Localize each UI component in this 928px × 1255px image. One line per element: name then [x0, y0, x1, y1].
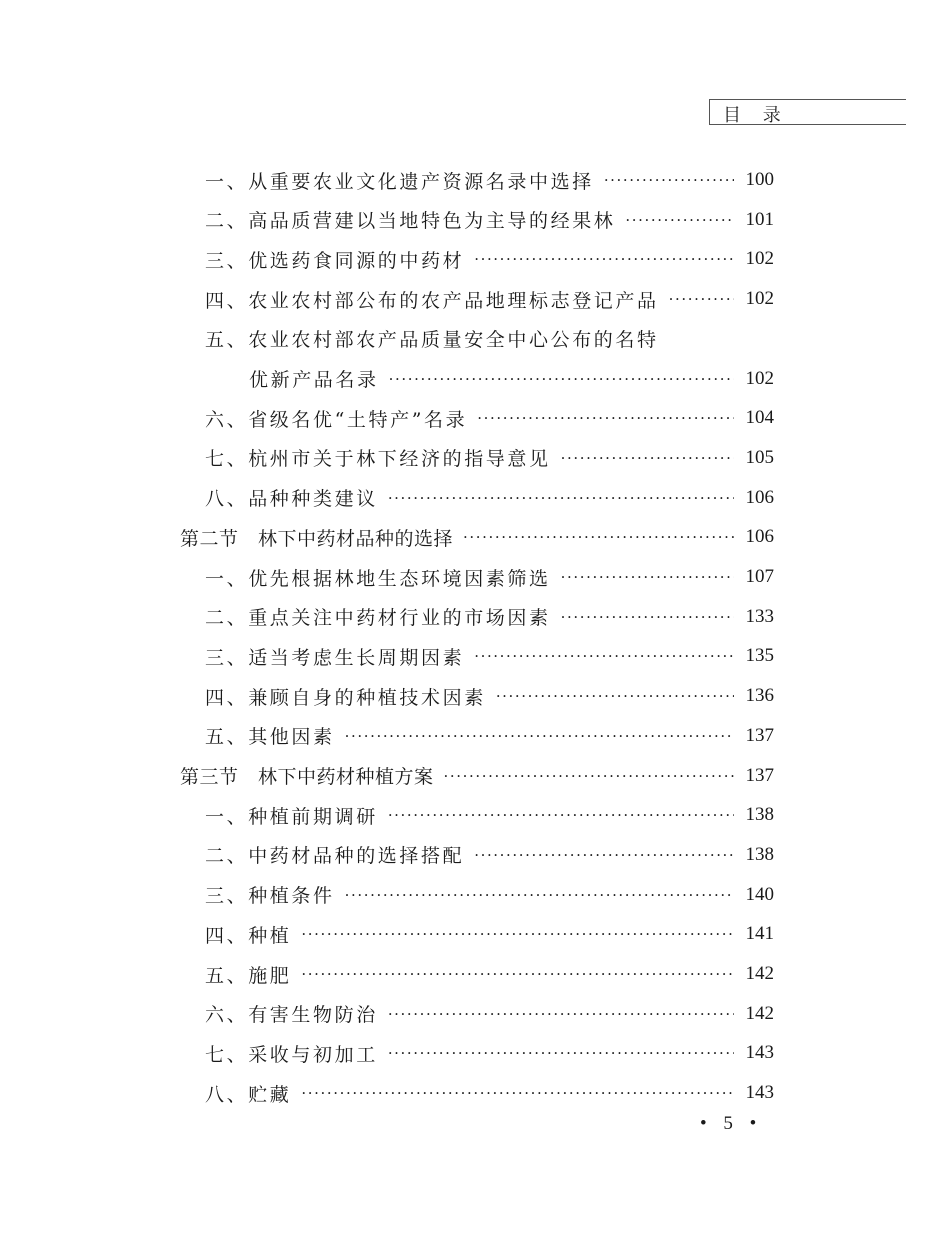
dot-leader	[388, 483, 734, 513]
toc-item-row[interactable]	[205, 244, 774, 274]
toc-entry-title: 一、优先根据林地生态环境因素筛选	[205, 567, 551, 590]
dot-leader	[496, 681, 734, 711]
toc-section-row[interactable]	[180, 761, 774, 791]
toc-item-row[interactable]	[205, 721, 774, 751]
dot-leader	[345, 880, 734, 910]
dot-leader	[388, 1038, 734, 1068]
toc-entry-title: 七、采收与初加工	[205, 1043, 378, 1066]
toc-item-row[interactable]	[205, 443, 774, 473]
toc-entry-page: 101	[745, 208, 774, 230]
dot-leader	[477, 403, 734, 433]
toc-entry-page: 106	[745, 486, 774, 508]
dot-leader	[301, 959, 734, 989]
toc-entry-title: 一、从重要农业文化遗产资源名录中选择	[205, 170, 594, 193]
page-number: • 5 •	[700, 1113, 763, 1134]
toc-item-row[interactable]	[205, 800, 774, 830]
toc-item-row[interactable]	[205, 483, 774, 513]
toc-entry-page: 102	[745, 367, 774, 389]
toc-item-row[interactable]	[205, 999, 774, 1029]
toc-entry-title: 二、重点关注中药材行业的市场因素	[205, 607, 551, 630]
toc-entry-title: 三、优选药食同源的中药材	[205, 249, 465, 272]
toc-entry-page: 142	[745, 1002, 774, 1024]
toc-item-row[interactable]	[205, 562, 774, 592]
dot-leader	[669, 284, 734, 314]
dot-leader	[389, 364, 734, 394]
toc-item-row[interactable]	[205, 324, 659, 354]
dot-leader	[345, 721, 734, 751]
toc-entry-page: 137	[745, 724, 774, 746]
toc-entry-page: 137	[745, 764, 774, 786]
toc-entry-page: 107	[745, 566, 774, 587]
toc-entry-title: 二、高品质营建以当地特色为主导的经果林	[205, 210, 616, 233]
toc-item-row[interactable]	[205, 1078, 774, 1108]
dot-leader	[388, 800, 734, 830]
toc-item-row[interactable]	[205, 165, 774, 195]
toc-entry-page: 140	[745, 883, 774, 905]
dot-leader	[463, 522, 734, 552]
toc-entry-title: 一、种植前期调研	[205, 805, 378, 828]
dot-leader	[561, 443, 734, 473]
toc-entry-page: 138	[745, 843, 774, 865]
toc-item-row[interactable]	[249, 364, 774, 394]
toc-section-row[interactable]	[180, 522, 774, 552]
toc-entry-title: 七、杭州市关于林下经济的指导意见	[205, 448, 551, 471]
toc-item-row[interactable]	[205, 880, 774, 910]
toc-entry-title: 四、农业农村部公布的农产品地理标志登记产品	[205, 289, 659, 312]
dot-leader	[474, 244, 734, 274]
toc-entry-title: 优新产品名录	[249, 369, 379, 391]
toc-entry-page: 100	[745, 169, 774, 190]
toc-entry-title: 二、中药材品种的选择搭配	[205, 845, 465, 868]
dot-leader	[604, 165, 734, 195]
dot-leader	[301, 1078, 734, 1108]
toc-entry-title: 八、品种种类建议	[205, 488, 378, 511]
dot-leader	[474, 840, 734, 870]
dot-leader	[388, 999, 734, 1029]
toc-entry-title: 第二节 林下中药材品种的选择	[180, 527, 454, 550]
toc-entry-page: 104	[745, 407, 774, 429]
toc-entry-title: 五、其他因素	[205, 726, 335, 749]
toc-item-row[interactable]	[205, 959, 774, 989]
dot-leader	[474, 641, 734, 671]
toc-entry-page: 143	[745, 1082, 774, 1104]
toc-entry-title: 六、省级名优“土特产”名录	[205, 408, 468, 431]
toc-entry-title: 四、种植	[205, 924, 292, 947]
toc-entry-page: 102	[745, 248, 774, 270]
toc-entry-title: 三、适当考虑生长周期因素	[205, 646, 465, 669]
toc-item-row[interactable]	[205, 284, 774, 314]
dot-leader	[444, 761, 734, 791]
toc-item-row[interactable]	[205, 403, 774, 433]
dot-leader	[301, 919, 734, 949]
dot-leader	[625, 205, 734, 235]
toc-item-row[interactable]	[205, 681, 774, 711]
toc-entry-title: 三、种植条件	[205, 885, 335, 908]
toc-item-row[interactable]	[205, 602, 774, 632]
toc-entry-title: 六、有害生物防治	[205, 1004, 378, 1027]
toc-entry-page: 138	[745, 804, 774, 826]
toc-entry-page: 143	[745, 1042, 774, 1064]
toc-item-row[interactable]	[205, 840, 774, 870]
toc-entry-page: 105	[745, 446, 774, 468]
toc-entry-title: 五、农业农村部农产品质量安全中心公布的名特	[205, 329, 659, 352]
dot-leader	[561, 562, 734, 592]
toc-entry-title: 第三节 林下中药材种植方案	[180, 766, 434, 788]
dot-leader	[561, 602, 734, 632]
toc-entry-title: 五、施肥	[205, 964, 292, 987]
toc-entry-title: 八、贮藏	[205, 1083, 292, 1106]
toc-entry-title: 四、兼顾自身的种植技术因素	[205, 686, 486, 709]
toc-entry-page: 141	[745, 923, 774, 945]
toc-entry-page: 102	[745, 288, 774, 310]
toc-entry-page: 136	[745, 685, 774, 707]
toc-entry-page: 142	[745, 963, 774, 984]
toc-entry-page: 106	[745, 526, 774, 548]
toc-item-row[interactable]	[205, 919, 774, 949]
toc-item-row[interactable]	[205, 1038, 774, 1068]
header-tab-label: 目 录	[723, 105, 789, 126]
toc-item-row[interactable]	[205, 205, 774, 235]
toc-entry-page: 135	[745, 645, 774, 667]
toc-item-row[interactable]	[205, 641, 774, 671]
toc-entry-page: 133	[745, 605, 774, 627]
header-tab	[709, 99, 906, 125]
